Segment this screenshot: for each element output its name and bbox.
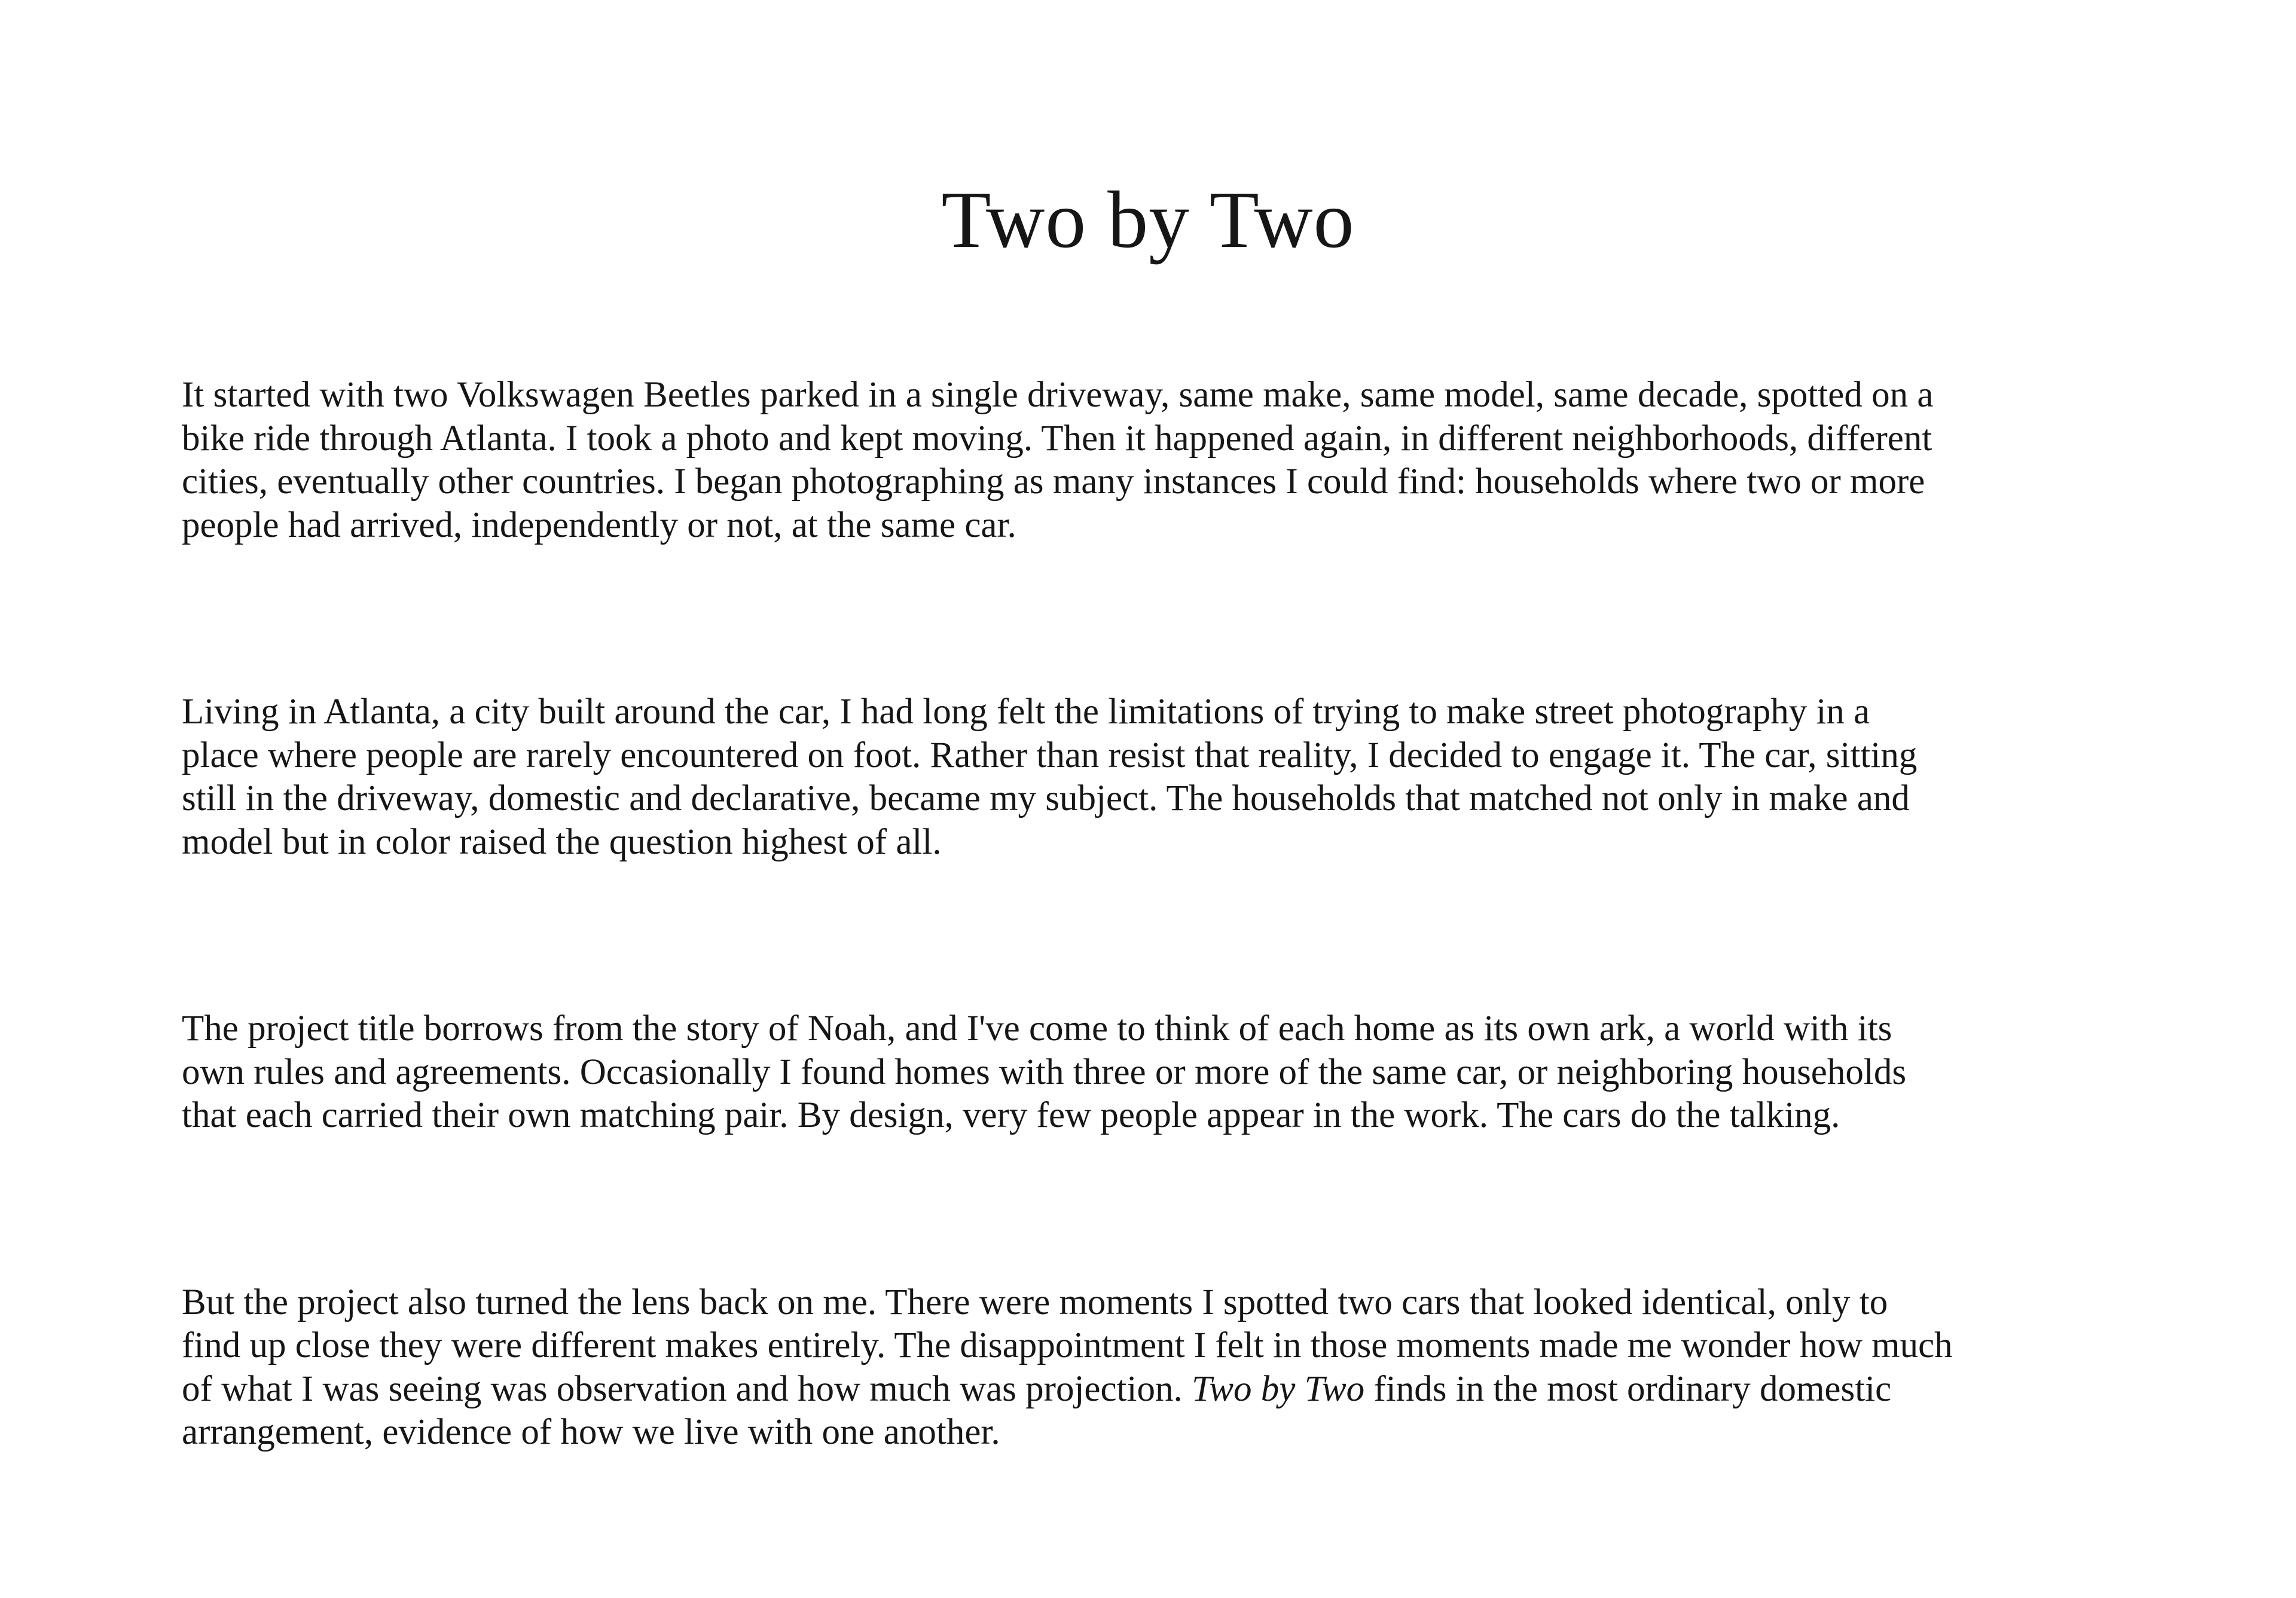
paragraph-line: Living in Atlanta, a city built around the car, I had long felt the limitations of trying to make street photography in a <box>182 692 1870 732</box>
paragraph-line: find up close they were different makes entirely. The disappointment I felt in those moments made me wonder how much <box>182 1325 1953 1365</box>
paragraph-line: model but in color raised the question highest of all. <box>182 821 942 862</box>
paragraph-line <box>182 1368 2155 1411</box>
text-segment: finds in the most ordinary domestic <box>1364 1368 1892 1409</box>
paragraph-4 <box>182 1281 2155 1455</box>
paragraph-1 <box>182 374 2155 547</box>
document-body <box>182 374 2155 1598</box>
paragraph-line: bike ride through Atlanta. I took a photo and kept moving. Then it happened again, in different neighborhoods, different <box>182 418 1932 459</box>
paragraph-line: arrangement, evidence of how we live with one another. <box>182 1412 1000 1452</box>
paragraph-line: It started with two Volkswagen Beetles parked in a single driveway, same make, same model, same decade, spotted on a <box>182 375 1934 415</box>
paragraph-line: cities, eventually other countries. I began photographing as many instances I could find: households where two or more <box>182 462 1925 502</box>
paragraph-line: people had arrived, independently or not, at the same car. <box>182 505 1016 545</box>
paragraph-line: The project title borrows from the story of Noah, and I've come to think of each home as its own ark, a world with its <box>182 1009 1892 1049</box>
paragraph-line: own rules and agreements. Occasionally I found homes with three or more of the same car, or neighboring households <box>182 1052 1907 1092</box>
paragraph-line: But the project also turned the lens back on me. There were moments I spotted two cars that looked identical, only to <box>182 1282 1888 1322</box>
paragraph-2 <box>182 690 2155 864</box>
text-segment: of what I was seeing was observation and how much was projection. <box>182 1368 1192 1409</box>
paragraph-line: still in the driveway, domestic and declarative, became my subject. The households that matched not only in make and <box>182 778 1910 818</box>
document-title: Two by Two <box>941 175 1355 265</box>
italic-project-title: Two by Two <box>1191 1368 1365 1409</box>
paragraph-3 <box>182 1007 2155 1138</box>
paragraph-line: that each carried their own matching pair. By design, very few people appear in the work. The cars do the talking. <box>182 1095 1840 1135</box>
paragraph-line: place where people are rarely encountered on foot. Rather than resist that reality, I decided to engage it. The car, sitting <box>182 735 1918 775</box>
